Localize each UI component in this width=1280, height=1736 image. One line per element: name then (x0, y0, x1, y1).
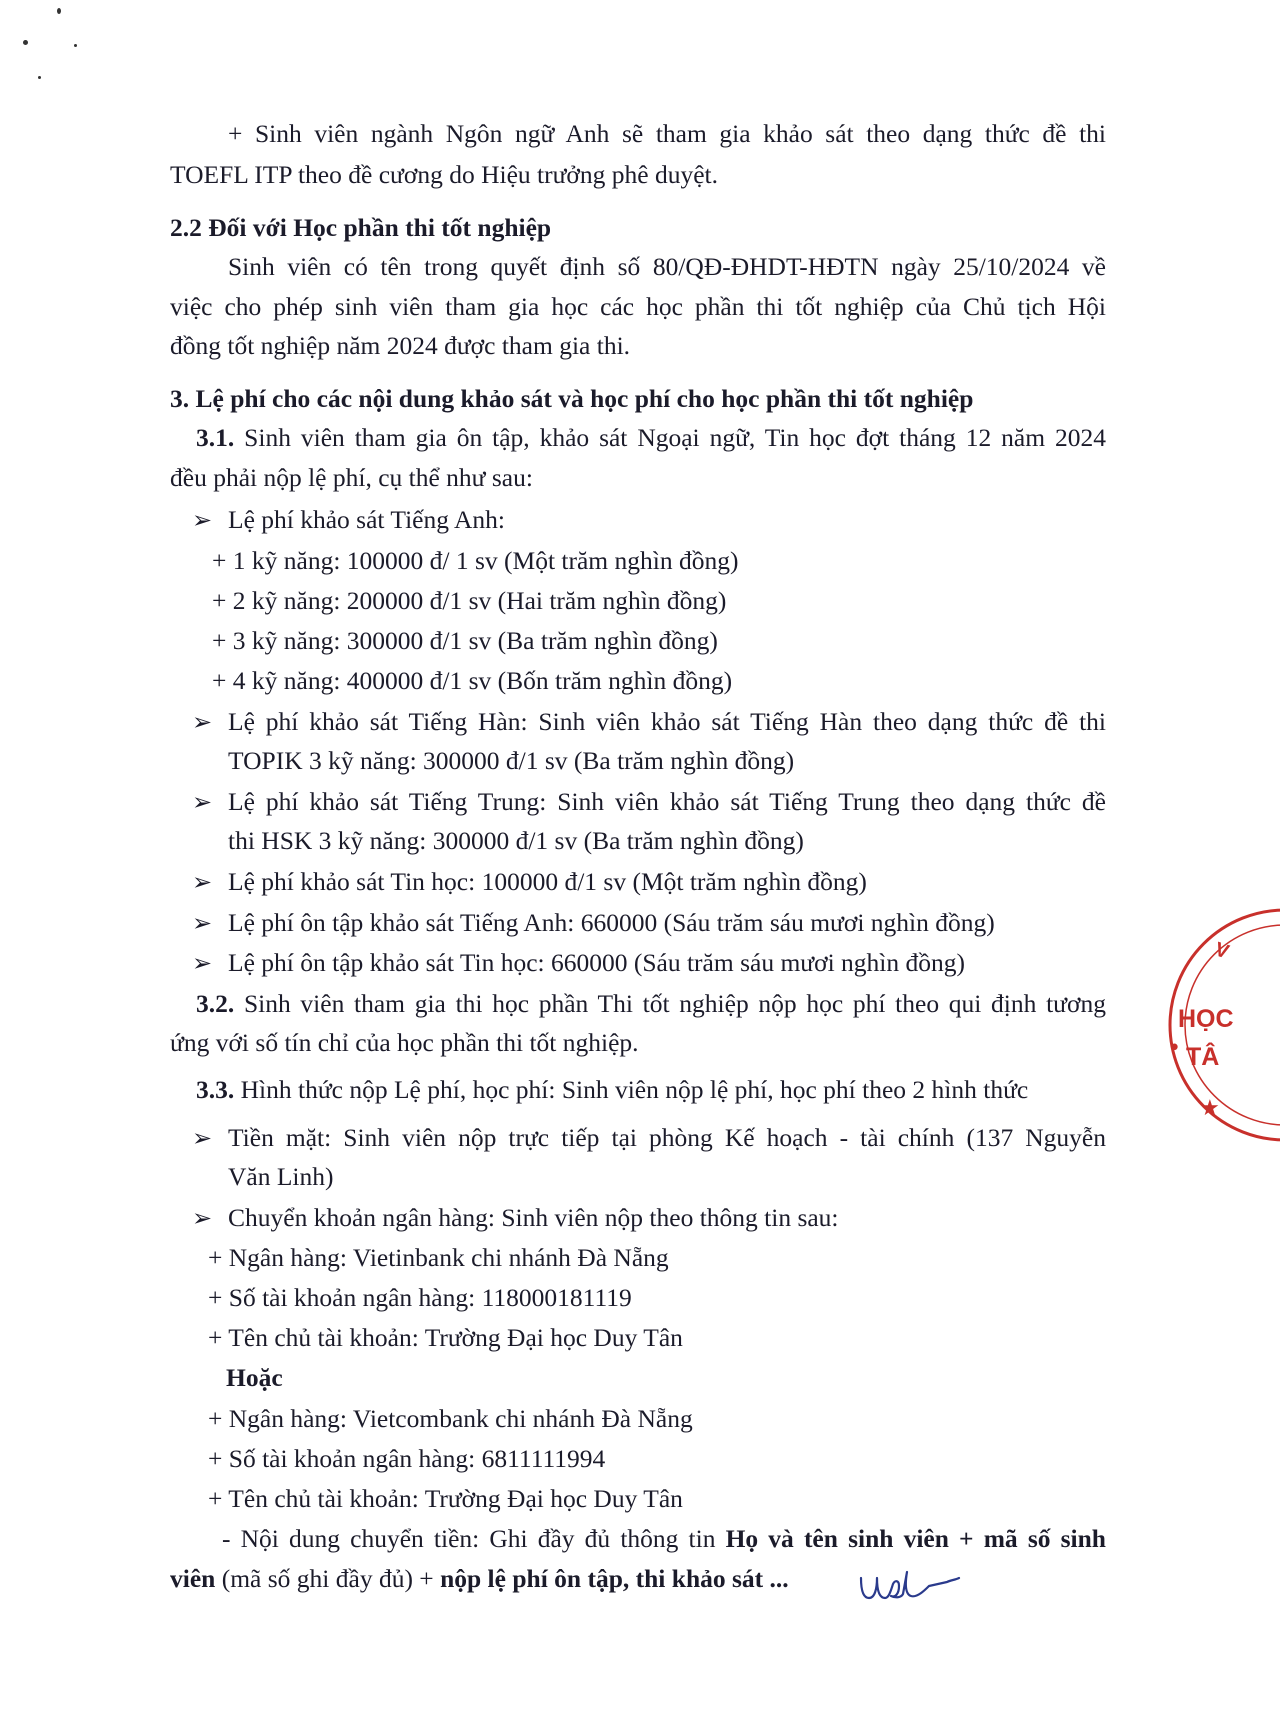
bullet-text: Lệ phí ôn tập khảo sát Tin học: 660000 (Sáu trăm sáu mươi nghìn đồng) (228, 948, 965, 977)
text-span: Hình thức nộp Lệ phí, học phí: Sinh viên nộp lệ phí, học phí theo 2 hình thức (234, 1075, 1029, 1104)
arrow-bullet-icon: ➢ (192, 868, 213, 896)
arrow-bullet-icon: ➢ (192, 506, 213, 534)
section-heading-3: 3. Lệ phí cho các nội dung khảo sát và học phí cho học phần thi tốt nghiệp (170, 384, 974, 413)
stamp-text-top: V (1212, 938, 1232, 964)
arrow-bullet-icon: ➢ (192, 788, 213, 816)
scan-speck (38, 76, 41, 79)
section-heading-2-2: 2.2 Đối với Học phần thi tốt nghiệp (170, 213, 552, 242)
or-label: Hoặc (226, 1363, 283, 1392)
arrow-bullet-icon: ➢ (192, 1124, 213, 1152)
bullet-text: Lệ phí khảo sát Tiếng Trung: Sinh viên khảo sát Tiếng Trung theo dạng thức đề (228, 787, 1106, 816)
list-item: + 1 kỹ năng: 100000 đ/ 1 sv (Một trăm nghìn đồng) (212, 546, 739, 575)
bullet-text: Chuyển khoản ngân hàng: Sinh viên nộp theo thông tin sau: (228, 1203, 839, 1232)
text-line: + Sinh viên ngành Ngôn ngữ Anh sẽ tham gia khảo sát theo dạng thức đề thi (228, 119, 1106, 148)
text-span: Sinh viên tham gia ôn tập, khảo sát Ngoại ngữ, Tin học đợt tháng 12 năm 2024 (234, 423, 1106, 452)
bullet-text: Lệ phí khảo sát Tin học: 100000 đ/1 sv (Một trăm nghìn đồng) (228, 867, 867, 896)
list-item: + Tên chủ tài khoản: Trường Đại học Duy Tân (208, 1323, 683, 1352)
scan-speck (57, 8, 61, 14)
bullet-text: Văn Linh) (228, 1162, 334, 1191)
text-line (196, 422, 1106, 454)
text-line (170, 1563, 789, 1595)
text-line: đều phải nộp lệ phí, cụ thể như sau: (170, 463, 533, 492)
text-line (196, 1074, 1028, 1106)
text-line: đồng tốt nghiệp năm 2024 được tham gia thi. (170, 331, 631, 360)
text-line (196, 988, 1106, 1020)
bullet-text: TOPIK 3 kỹ năng: 300000 đ/1 sv (Ba trăm nghìn đồng) (228, 746, 795, 775)
list-item: + Số tài khoản ngân hàng: 118000181119 (208, 1283, 632, 1312)
handwritten-initials (855, 1568, 965, 1608)
official-stamp (1160, 905, 1280, 1145)
list-item: + Ngân hàng: Vietinbank chi nhánh Đà Nẵng (208, 1243, 669, 1272)
bullet-text: thi HSK 3 kỹ năng: 300000 đ/1 sv (Ba trăm nghìn đồng) (228, 826, 804, 855)
text-line: ứng với số tín chỉ của học phần thi tốt nghiệp. (170, 1028, 639, 1057)
stamp-text-line1: HỌC (1178, 1005, 1234, 1033)
text-line: Sinh viên có tên trong quyết định số 80/QĐ-ĐHDT-HĐTN ngày 25/10/2024 về (228, 252, 1106, 281)
arrow-bullet-icon: ➢ (192, 909, 213, 937)
list-item: + 4 kỹ năng: 400000 đ/1 sv (Bốn trăm nghìn đồng) (212, 666, 733, 695)
stamp-text-line2: TÂ (1186, 1043, 1220, 1071)
subsection-number: 3.3. (196, 1075, 235, 1104)
bullet-text: Tiền mặt: Sinh viên nộp trực tiếp tại phòng Kế hoạch - tài chính (137 Nguyễn (228, 1123, 1106, 1152)
text-line (222, 1523, 1106, 1555)
bullet-text: Lệ phí khảo sát Tiếng Hàn: Sinh viên khảo sát Tiếng Hàn theo dạng thức đề thi (228, 707, 1106, 736)
list-item: + 3 kỹ năng: 300000 đ/1 sv (Ba trăm nghìn đồng) (212, 626, 718, 655)
text-span: (mã số ghi đầy đủ) + (215, 1564, 441, 1593)
text-span-bold: Họ và tên sinh viên + mã số sinh (725, 1524, 1106, 1553)
bullet-text: Lệ phí ôn tập khảo sát Tiếng Anh: 660000 (Sáu trăm sáu mươi nghìn đồng) (228, 908, 995, 937)
subsection-number: 3.2. (196, 989, 235, 1018)
text-line: TOEFL ITP theo đề cương do Hiệu trưởng phê duyệt. (170, 160, 718, 189)
list-item: + Tên chủ tài khoản: Trường Đại học Duy Tân (208, 1484, 683, 1513)
arrow-bullet-icon: ➢ (192, 708, 213, 736)
text-span: Sinh viên tham gia thi học phần Thi tốt nghiệp nộp học phí theo qui định tương (234, 989, 1106, 1018)
scan-speck (74, 44, 77, 47)
scan-speck (23, 40, 28, 45)
text-span-bold: nộp lệ phí ôn tập, thi khảo sát ... (440, 1564, 789, 1593)
text-span: - Nội dung chuyển tiền: Ghi đầy đủ thông tin (222, 1524, 726, 1553)
stamp-star-icon: ★ (1200, 1096, 1220, 1121)
arrow-bullet-icon: ➢ (192, 1204, 213, 1232)
list-item: + Số tài khoản ngân hàng: 6811111994 (208, 1444, 606, 1473)
list-item: + 2 kỹ năng: 200000 đ/1 sv (Hai trăm nghìn đồng) (212, 586, 727, 615)
text-line: việc cho phép sinh viên tham gia học các học phần thi tốt nghiệp của Chủ tịch Hội (170, 292, 1106, 321)
list-item: + Ngân hàng: Vietcombank chi nhánh Đà Nẵng (208, 1404, 693, 1433)
svg-text:•: • (1168, 1036, 1181, 1061)
text-span-bold: viên (170, 1564, 216, 1593)
subsection-number: 3.1. (196, 423, 235, 452)
arrow-bullet-icon: ➢ (192, 949, 213, 977)
bullet-text: Lệ phí khảo sát Tiếng Anh: (228, 505, 505, 534)
